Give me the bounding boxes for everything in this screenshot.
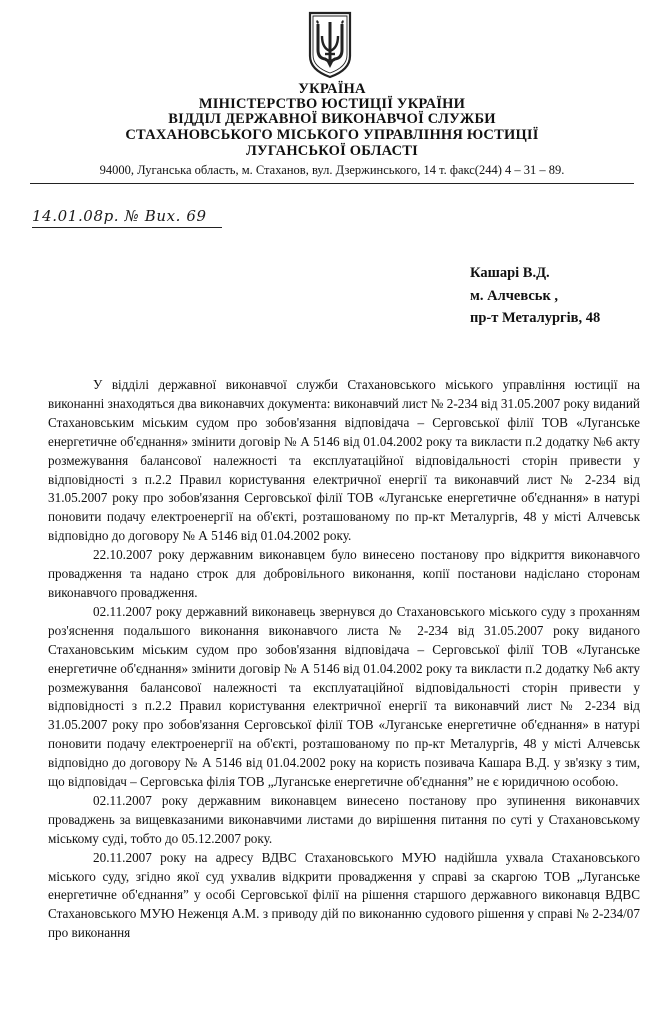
header-divider — [30, 183, 634, 184]
outgoing-number — [32, 207, 222, 233]
addressee-name: Кашарі В.Д. — [470, 265, 550, 281]
body-paragraph-1: У відділі державної виконавчої служби Стахановського міського управління юстиції на виконанні знаходяться два виконавчих документа: виконавчий лист № 2-234 від 31.05.2007 року виданий Стахановським міським судом про зобов'язання відповідача – Серговської філії ТОВ «Луганське енергетичне об'єднання» змінити договір № А 5146 від 01.04.2002 року та викласти п.2 додатку №6 акту розмежування балансової належності та експлуатаційної відповідальності сторін привести у відповідності з п.2.2 Правил користування електричної енергії та виконавчий лист № 2-234 від 31.05.2007 року про зобов'язання Серговської філії ТОВ «Луганське енергетичне об'єднання» в натурі поновити подачу електроенергії на об'єкті, розташованому по пр-кт Металургів, 48 у місті Алчевськ відповідно до договору № А 5146 від 01.04.2002 року. — [48, 377, 640, 544]
ministry-name: МІНІСТЕРСТВО ЮСТИЦІЇ УКРАЇНИ — [198, 96, 466, 112]
body-paragraph-2: 22.10.2007 року державним виконавцем було винесено постанову про відкриття виконавчого провадження та надано строк для добровільного виконання, копії постанови надіслано сторонам виконавчого провадження. — [48, 547, 640, 600]
letter-body — [48, 376, 640, 943]
body-paragraph-3: 02.11.2007 року державний виконавець звернувся до Стахановського міського суду з проханням роз'яснення подальшого виконання виконавчого листа № 2-234 від 31.05.2007 року виданого Стахановським міським судом про зобов'язання відповідача – Серговської філії ТОВ «Луганське енергетичне об'єднання» змінити договір № А 5146 від 01.04.2002 року та викласти п.2 додатку №6 акту розмежування балансової належності та експлуатаційної відповідальності сторін привести у відповідності з п.2.2 Правил користування електричної енергії та виконавчий лист № 2-234 від 31.05.2007 року про зобов'язання Серговської філії ТОВ «Луганське енергетичне об'єднання» в натурі поновити подачу електроенергії на об'єкті, розташованому по пр-кт Металургів, 48 у місті Алчевськ відповідно до договору № А 5146 від 01.04.2002 року на користь позивача Кашара В.Д. у зв'язку з тим, що відповідач – Серговська філія ТОВ „Луганське енергетичне об'єднання” не є юридичною особою. — [48, 603, 640, 790]
body-paragraph-5: 20.11.2007 року на адресу ВДВС Стахановського МУЮ надійшла ухвала Стахановського міського суду, згідно якої суд ухвалив відкрити провадження у справі за скаргою ТОВ „Луганське енергетичне об'єднання” у особі Серговської філії на рішення старшого державного виконавця ВДВС Стахановського МУЮ Неженця А.М. з приводу дій по виконанню судового рішення у справі № 2-234/07 про виконання — [48, 849, 640, 941]
region-name: ЛУГАНСЬКОЇ ОБЛАСТІ — [245, 143, 419, 159]
body-paragraph-4: 02.11.2007 року державним виконавцем винесено постанову про зупинення виконавчих проваджень за вищевказаними виконавчими листами до вирішення питання по суті у Стахановському міському суді, тобто до 05.12.2007 року. — [48, 792, 640, 846]
addressee-block — [470, 262, 660, 330]
office-name: СТАХАНОВСЬКОГО МІСЬКОГО УПРАВЛІННЯ ЮСТИЦІЇ — [125, 127, 539, 143]
outgoing-number-text: 14.01.08р. № Вих. 69 — [32, 207, 207, 225]
addressee-street: пр-т Металургів, 48 — [470, 310, 601, 326]
outgoing-number-underline — [32, 227, 222, 228]
country-name: УКРАЇНА — [298, 81, 366, 97]
coat-of-arms-emblem — [307, 10, 353, 80]
addressee-city: м. Алчевськ , — [470, 287, 559, 304]
office-address: 94000, Луганська область, м. Стаханов, вул. Дзержинського, 14 т. факс(244) 4 – 31 – 89. — [99, 163, 565, 177]
department-name: ВІДДІЛ ДЕРЖАВНОЇ ВИКОНАВЧОЇ СЛУЖБИ — [168, 111, 496, 127]
